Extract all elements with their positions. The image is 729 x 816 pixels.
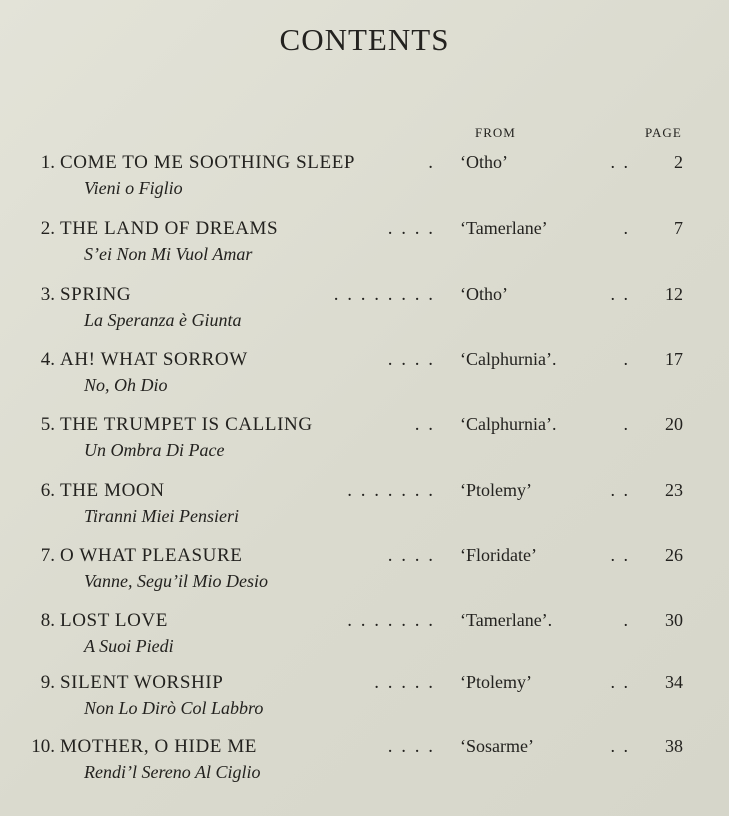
leader-dots: . . . . xyxy=(387,545,435,566)
page-number: 34 xyxy=(665,672,683,692)
leader-dots: . . . . . . . xyxy=(347,610,435,631)
song-title: SILENT WORSHIP xyxy=(60,672,224,693)
song-title: O WHAT PLEASURE xyxy=(60,545,243,566)
leader-dots: . xyxy=(428,152,435,173)
song-title: THE LAND OF DREAMS xyxy=(60,218,279,239)
contents-entry xyxy=(0,152,729,212)
contents-entry xyxy=(0,736,729,796)
leader-dots: . . . . . xyxy=(374,672,435,693)
song-title: COME TO ME SOOTHING SLEEP xyxy=(60,152,356,173)
source-opera: ‘Tamerlane’. xyxy=(460,610,553,630)
song-subtitle: La Speranza è Giunta xyxy=(84,310,242,330)
leader-dots: . . . . xyxy=(387,736,435,757)
song-title: MOTHER, O HIDE ME xyxy=(60,736,258,757)
contents-entry xyxy=(0,610,729,670)
source-opera: ‘Tamerlane’ xyxy=(460,218,548,238)
contents-entry xyxy=(0,480,729,540)
source-opera: ‘Otho’ xyxy=(460,152,508,172)
page-number: 7 xyxy=(674,218,683,238)
song-subtitle: Tiranni Miei Pensieri xyxy=(84,506,239,526)
entry-number: 7. xyxy=(40,545,55,566)
source-opera: ‘Ptolemy’ xyxy=(460,480,532,500)
column-header-from: FROM xyxy=(475,125,516,140)
song-title: THE TRUMPET IS CALLING xyxy=(60,414,313,435)
leader-dots: . xyxy=(623,414,630,434)
leader-dots: . . xyxy=(414,414,435,435)
song-subtitle: A Suoi Piedi xyxy=(84,636,174,656)
entry-number: 1. xyxy=(40,152,55,173)
source-opera: ‘Calphurnia’. xyxy=(460,414,557,434)
page-title: CONTENTS xyxy=(279,22,450,57)
entry-number: 10. xyxy=(31,736,55,757)
entry-number: 5. xyxy=(40,414,55,435)
page-number: 17 xyxy=(665,349,683,369)
song-title: THE MOON xyxy=(60,480,165,501)
leader-dots: . . xyxy=(610,480,630,500)
song-subtitle: Non Lo Dirò Col Labbro xyxy=(84,698,264,718)
song-title: LOST LOVE xyxy=(60,610,168,631)
song-subtitle: Vanne, Segu’il Mio Desio xyxy=(84,571,268,591)
leader-dots: . . xyxy=(610,736,630,756)
leader-dots: . . . . . . . . xyxy=(333,284,435,305)
leader-dots: . . . . xyxy=(387,218,435,239)
song-subtitle: S’ei Non Mi Vuol Amar xyxy=(84,244,253,264)
leader-dots: . . . . xyxy=(387,349,435,370)
entry-number: 8. xyxy=(40,610,55,631)
source-opera: ‘Calphurnia’. xyxy=(460,349,557,369)
entry-number: 2. xyxy=(40,218,55,239)
source-opera: ‘Sosarme’ xyxy=(460,736,534,756)
entry-number: 3. xyxy=(40,284,55,305)
leader-dots: . . xyxy=(610,672,630,692)
leader-dots: . . . . . . . xyxy=(347,480,435,501)
entry-number: 9. xyxy=(40,672,55,693)
contents-entry xyxy=(0,545,729,605)
page-number: 38 xyxy=(665,736,683,756)
column-header-page: PAGE xyxy=(645,125,682,140)
page-number: 23 xyxy=(665,480,683,500)
song-title: SPRING xyxy=(60,284,132,305)
page-number: 30 xyxy=(665,610,683,630)
leader-dots: . xyxy=(623,218,630,238)
contents-entry xyxy=(0,414,729,474)
source-opera: ‘Ptolemy’ xyxy=(460,672,532,692)
page-number: 12 xyxy=(665,284,683,304)
song-subtitle: Rendi’l Sereno Al Ciglio xyxy=(84,762,261,782)
contents-entry xyxy=(0,218,729,278)
leader-dots: . . xyxy=(610,152,630,172)
page-number: 26 xyxy=(665,545,683,565)
song-subtitle: Vieni o Figlio xyxy=(84,178,183,198)
contents-entry xyxy=(0,349,729,409)
song-title: AH! WHAT SORROW xyxy=(60,349,248,370)
source-opera: ‘Otho’ xyxy=(460,284,508,304)
entry-number: 4. xyxy=(40,349,55,370)
entry-number: 6. xyxy=(40,480,55,501)
page-number: 2 xyxy=(674,152,683,172)
contents-entry xyxy=(0,672,729,732)
song-subtitle: No, Oh Dio xyxy=(84,375,168,395)
leader-dots: . . xyxy=(610,545,630,565)
leader-dots: . xyxy=(623,610,630,630)
source-opera: ‘Floridate’ xyxy=(460,545,537,565)
leader-dots: . . xyxy=(610,284,630,304)
page-number: 20 xyxy=(665,414,683,434)
leader-dots: . xyxy=(623,349,630,369)
song-subtitle: Un Ombra Di Pace xyxy=(84,440,225,460)
contents-entry xyxy=(0,284,729,344)
